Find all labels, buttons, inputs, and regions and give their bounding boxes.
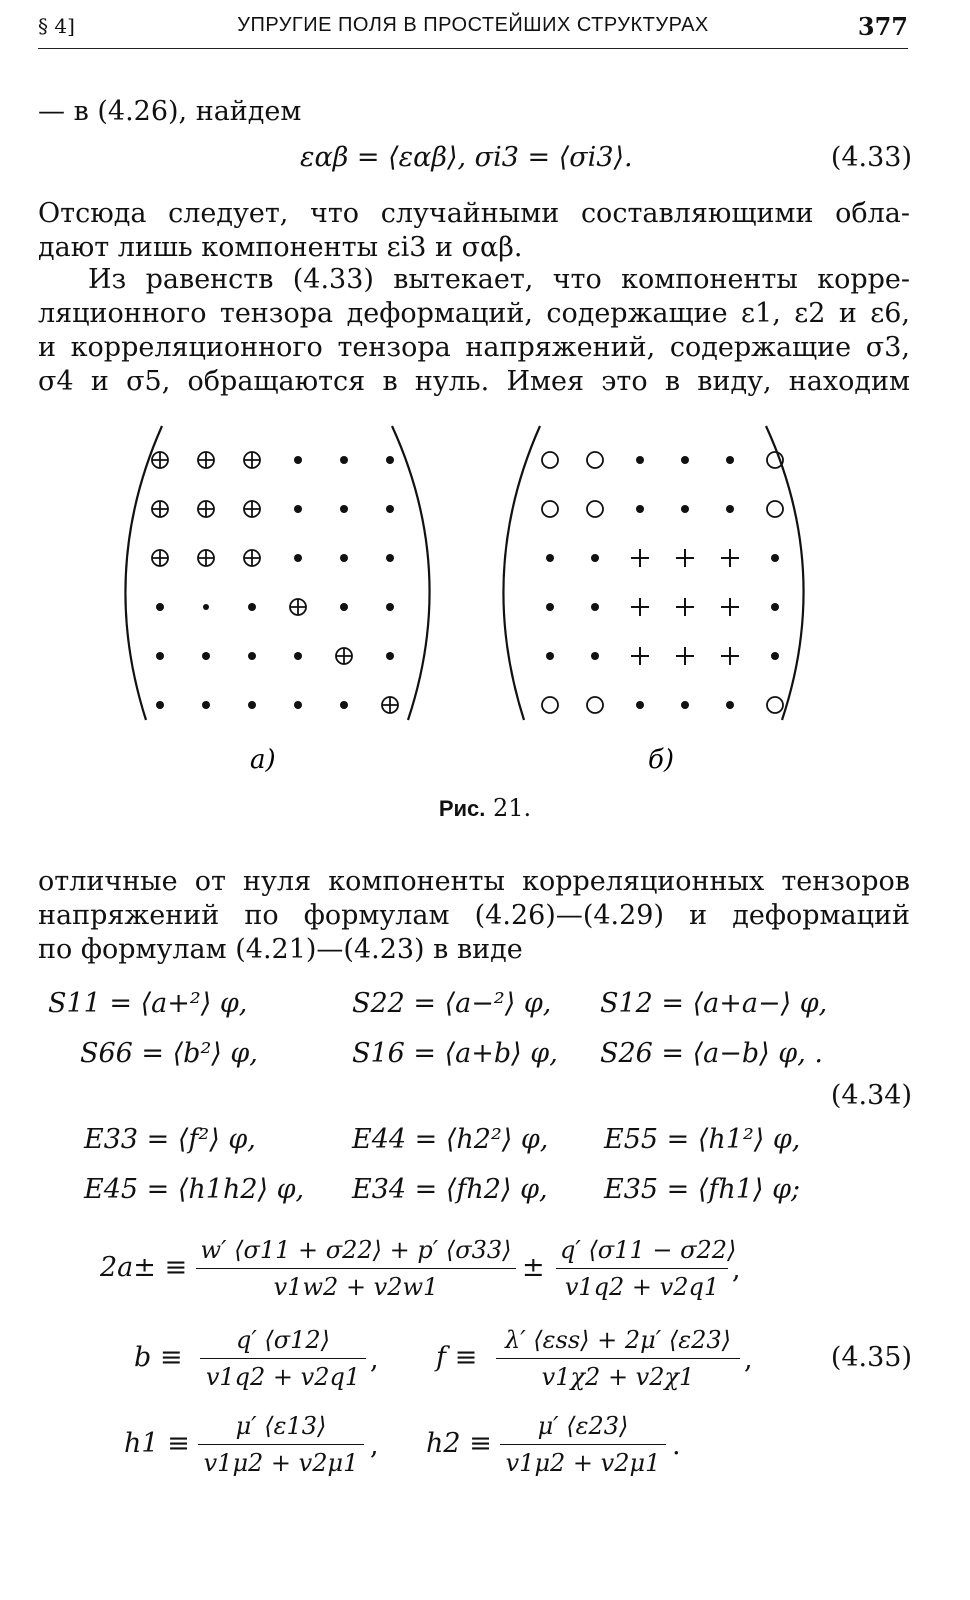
figure-21 — [110, 418, 840, 788]
equation-term: E35 = ⟨fh1⟩ φ; — [604, 1174, 801, 1205]
plus-entry — [676, 549, 694, 567]
matrix-a-entries — [152, 452, 398, 713]
fraction — [496, 1326, 740, 1391]
label-b: б) — [648, 745, 675, 775]
circled-plus-entry — [244, 501, 260, 517]
dot-entry — [771, 603, 779, 611]
dot-entry — [340, 456, 348, 464]
equation-term: E55 = ⟨h1²⟩ φ, — [604, 1124, 801, 1155]
figure-caption — [0, 794, 970, 822]
plus-entry — [631, 549, 649, 567]
text-line: Отсюда следует, что случайными составляющими обла- — [38, 198, 910, 229]
circled-plus-entry — [244, 550, 260, 566]
chapter-title: УПРУГИЕ ПОЛЯ В ПРОСТЕЙШИХ СТРУКТУРАХ — [237, 14, 709, 36]
text-line: — в (4.26), найдем — [38, 96, 302, 127]
dot-entry — [202, 701, 210, 709]
equation-term: E33 = ⟨f²⟩ φ, — [84, 1124, 256, 1155]
equation-term: S12 = ⟨a+a−⟩ φ, — [600, 988, 828, 1019]
text-line: σ4 и σ5, обращаются в нуль. Имея это в виду, находим — [38, 366, 910, 397]
dot-entry — [636, 456, 644, 464]
dot-entry — [681, 701, 689, 709]
fraction — [200, 1326, 366, 1391]
page-number: 377 — [857, 12, 908, 41]
punctuation: , — [732, 1254, 741, 1285]
dot-entry — [591, 603, 599, 611]
dot-entry — [248, 603, 256, 611]
punctuation: , — [370, 1430, 379, 1461]
punctuation: , — [744, 1344, 753, 1375]
circled-plus-entry — [198, 501, 214, 517]
numerator: w′ ⟨σ11 + σ22⟩ + p′ ⟨σ33⟩ — [196, 1236, 516, 1269]
circle-entry — [587, 501, 603, 517]
equation-term: E34 = ⟨fh2⟩ φ, — [352, 1174, 548, 1205]
dot-entry — [546, 652, 554, 660]
dot-entry — [294, 505, 302, 513]
dot-entry — [340, 554, 348, 562]
text-line: Из равенств (4.33) вытекает, что компоненты корре- — [88, 264, 910, 295]
dot-entry — [156, 603, 164, 611]
dot-entry — [546, 554, 554, 562]
dot-entry — [386, 603, 394, 611]
fraction — [556, 1236, 737, 1301]
running-header — [38, 14, 908, 49]
circled-plus-entry — [198, 452, 214, 468]
text-line: по формулам (4.21)—(4.23) в виде — [38, 934, 523, 965]
circled-plus-entry — [336, 648, 352, 664]
dot-entry — [591, 554, 599, 562]
equation-number: (4.33) — [830, 142, 912, 173]
plus-minus: ± — [522, 1252, 545, 1283]
equation-term: S16 = ⟨a+b⟩ φ, — [352, 1038, 558, 1069]
dot-entry — [386, 505, 394, 513]
equation-lhs: 2a± ≡ — [100, 1252, 188, 1283]
circled-plus-entry — [382, 697, 398, 713]
circle-entry — [587, 697, 603, 713]
dot-entry — [771, 554, 779, 562]
dot-entry — [248, 652, 256, 660]
equation-term: S26 = ⟨a−b⟩ φ, . — [600, 1038, 823, 1069]
matrix-a — [125, 426, 429, 775]
dot-entry — [156, 701, 164, 709]
plus-entry — [631, 598, 649, 616]
equation-term: S11 = ⟨a+²⟩ φ, — [48, 988, 248, 1019]
circle-entry — [767, 501, 783, 517]
text-line: и корреляционного тензора напряжений, содержащие σ3, — [38, 332, 910, 363]
equation-lhs: b ≡ — [134, 1342, 183, 1373]
circled-plus-entry — [198, 550, 214, 566]
punctuation: . — [672, 1430, 681, 1461]
numerator: q′ ⟨σ11 − σ22⟩ — [556, 1236, 728, 1269]
matrix-b — [503, 426, 803, 775]
plus-entry — [631, 647, 649, 665]
dot-entry — [681, 505, 689, 513]
text-line: отличные от нуля компоненты корреляционных тензоров — [38, 866, 910, 897]
circled-plus-entry — [152, 501, 168, 517]
section-ref: § 4] — [38, 14, 75, 38]
denominator: v1q2 + v2q1 — [564, 1273, 720, 1301]
equation-number: (4.35) — [830, 1342, 912, 1373]
label-a: a) — [250, 745, 276, 775]
dot-entry — [294, 456, 302, 464]
dot-entry — [386, 456, 394, 464]
dot-entry — [386, 652, 394, 660]
circled-plus-entry — [290, 599, 306, 615]
equation-term: S66 = ⟨b²⟩ φ, — [80, 1038, 258, 1069]
circle-entry — [542, 697, 558, 713]
numerator: q′ ⟨σ12⟩ — [200, 1326, 366, 1359]
circle-entry — [542, 501, 558, 517]
text-line: напряжений по формулам (4.26)—(4.29) и деформаций — [38, 900, 910, 931]
circled-plus-entry — [152, 550, 168, 566]
plus-entry — [721, 647, 739, 665]
dot-entry — [681, 456, 689, 464]
circle-entry — [587, 452, 603, 468]
matrix-b-entries — [542, 452, 783, 713]
left-parenthesis — [125, 426, 162, 720]
plus-entry — [721, 549, 739, 567]
dot-entry — [202, 652, 210, 660]
circle-entry — [542, 452, 558, 468]
dot-entry — [340, 701, 348, 709]
equation-lhs: f ≡ — [436, 1342, 478, 1373]
equation-term: S22 = ⟨a−²⟩ φ, — [352, 988, 552, 1019]
dot-entry — [203, 604, 209, 610]
denominator: v1μ2 + v2μ1 — [505, 1449, 661, 1477]
dot-entry — [340, 505, 348, 513]
denominator: v1μ2 + v2μ1 — [203, 1449, 359, 1477]
dot-entry — [636, 505, 644, 513]
dot-entry — [156, 652, 164, 660]
numerator: λ′ ⟨εss⟩ + 2μ′ ⟨ε23⟩ — [496, 1326, 740, 1359]
dot-entry — [636, 701, 644, 709]
right-parenthesis — [392, 426, 430, 720]
numerator: μ′ ⟨ε23⟩ — [500, 1412, 666, 1445]
dot-entry — [771, 652, 779, 660]
equation-lhs: h2 ≡ — [426, 1428, 492, 1459]
equation-lhs: h1 ≡ — [124, 1428, 190, 1459]
equation-4-33: εαβ = ⟨εαβ⟩, σi3 = ⟨σi3⟩. — [300, 142, 633, 173]
text-line: дают лишь компоненты εi3 и σαβ. — [38, 232, 523, 263]
denominator: v1q2 + v2q1 — [205, 1363, 361, 1391]
denominator: v1w2 + v2w1 — [273, 1273, 439, 1301]
circled-plus-entry — [152, 452, 168, 468]
equation-term: E44 = ⟨h2²⟩ φ, — [352, 1124, 549, 1155]
equation-term: E45 = ⟨h1h2⟩ φ, — [84, 1174, 305, 1205]
dot-entry — [294, 554, 302, 562]
dot-entry — [248, 701, 256, 709]
fraction — [198, 1412, 364, 1477]
fraction — [500, 1412, 666, 1477]
denominator: v1χ2 + v2χ1 — [541, 1363, 695, 1391]
circle-entry — [767, 697, 783, 713]
dot-entry — [294, 701, 302, 709]
fraction — [196, 1236, 516, 1301]
dot-entry — [546, 603, 554, 611]
dot-entry — [340, 603, 348, 611]
caption-prefix: Рис. — [438, 796, 486, 821]
text-line: ляционного тензора деформаций, содержащие ε1, ε2 и ε6, — [38, 298, 910, 329]
dot-entry — [726, 701, 734, 709]
dot-entry — [726, 456, 734, 464]
dot-entry — [726, 505, 734, 513]
equation-number: (4.34) — [830, 1080, 912, 1111]
plus-entry — [721, 598, 739, 616]
numerator: μ′ ⟨ε13⟩ — [198, 1412, 364, 1445]
plus-entry — [676, 647, 694, 665]
punctuation: , — [370, 1344, 379, 1375]
dot-entry — [386, 554, 394, 562]
dot-entry — [294, 652, 302, 660]
dot-entry — [591, 652, 599, 660]
circled-plus-entry — [244, 452, 260, 468]
caption-number: 21. — [493, 794, 532, 822]
left-parenthesis — [503, 426, 540, 720]
plus-entry — [676, 598, 694, 616]
right-parenthesis — [766, 426, 804, 720]
